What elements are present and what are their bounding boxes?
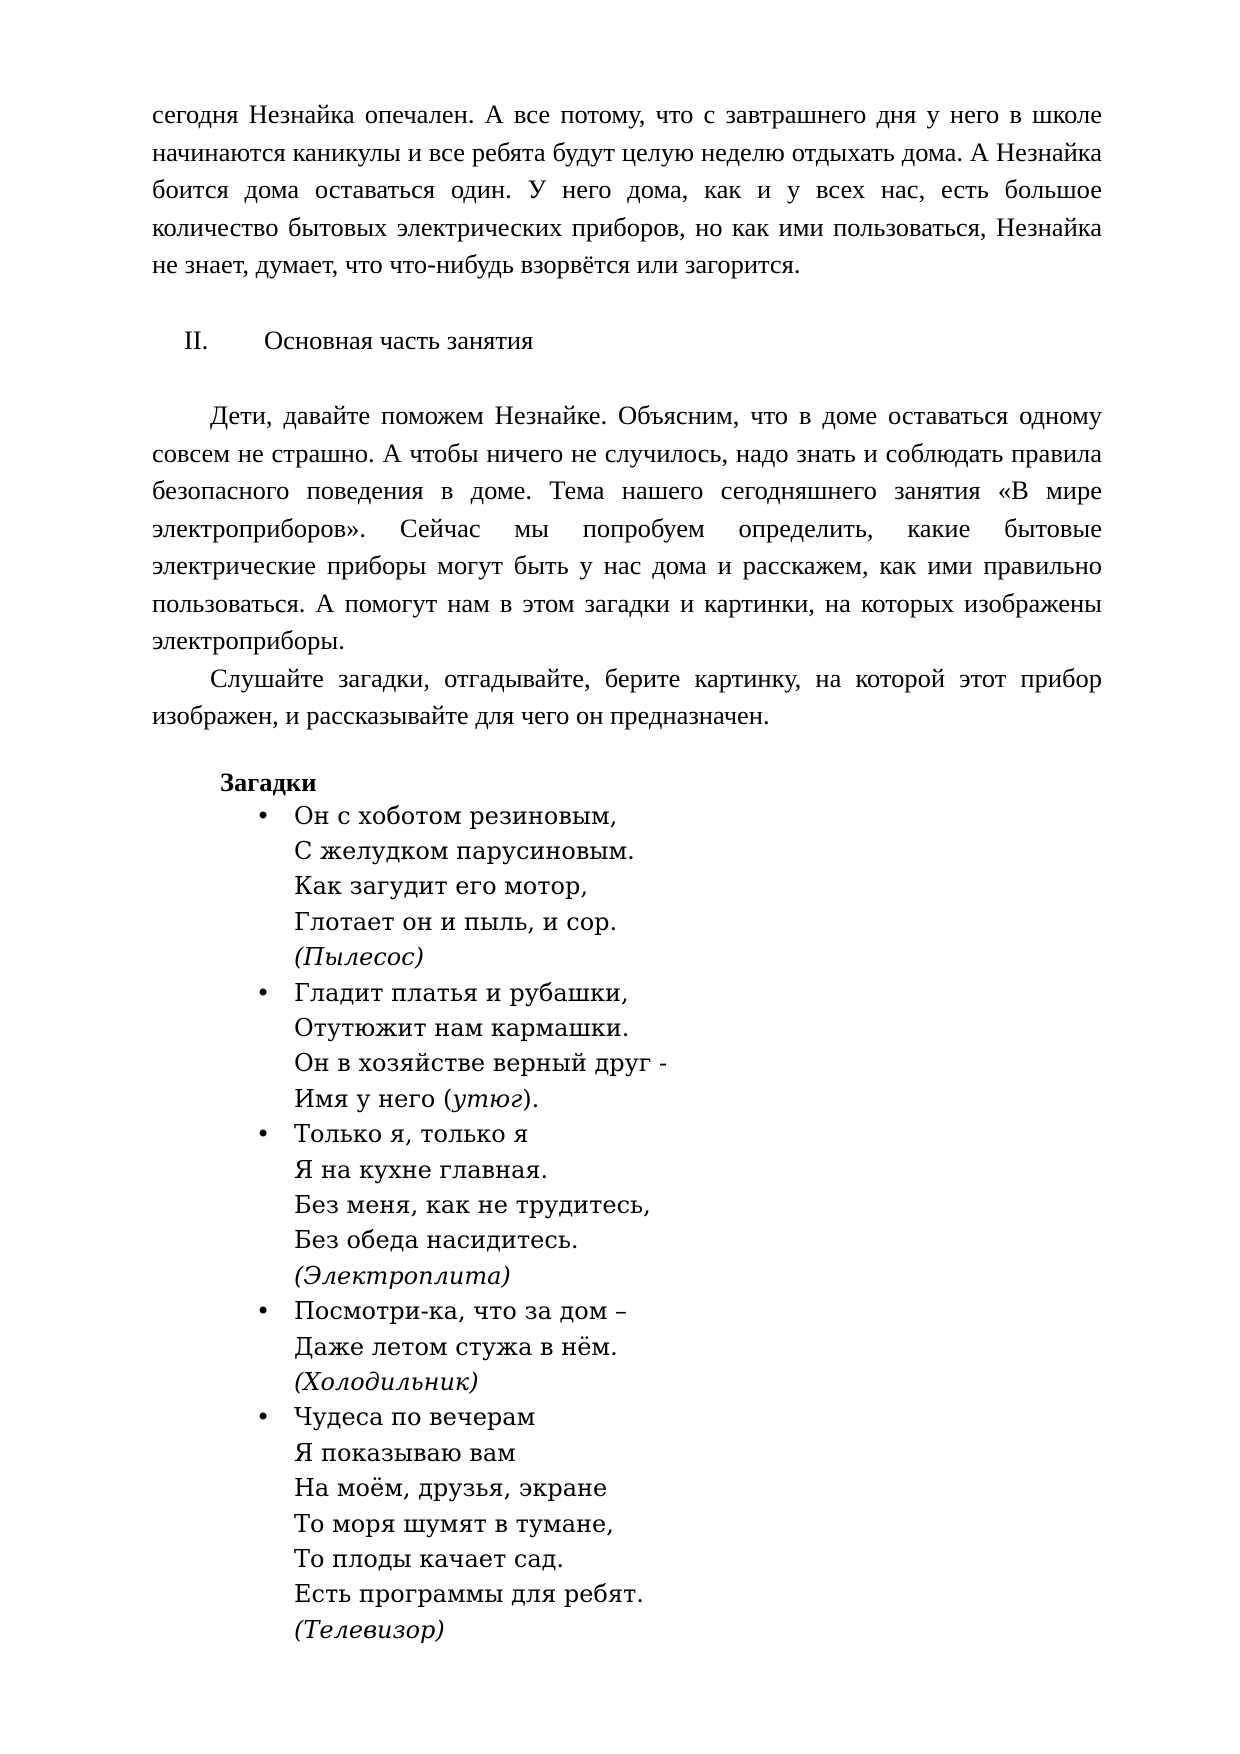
riddle-line: Он с хоботом резиновым,: [294, 801, 618, 830]
paragraph-intro: сегодня Незнайка опечален. А все потому, что с завтрашнего дня у него в школе начинаются каникулы и все ребята будут целую неделю отдыхать дома. А Незнайка боится дома оставаться один. У него дома, как и у всех нас, есть большое количество бытовых электрических приборов, но как ими пользоваться, Незнайка не знает, думает, что что-нибудь взорвётся или загорится.: [152, 99, 1102, 279]
riddles-section-title: Загадки: [220, 766, 317, 797]
section-heading-numeral: II.: [184, 324, 209, 355]
riddle-answer-prefix: (: [294, 943, 304, 972]
paragraph-main-2: Слушайте загадки, отгадывайте, берите картинку, на которой этот прибор изображен, и рассказывайте для чего он предназначен.: [152, 662, 1102, 730]
riddle-answer: [294, 1613, 1102, 1648]
riddle-line: Я на кухне главная.: [294, 1155, 549, 1184]
riddle-line: То моря шумят в тумане,: [294, 1509, 614, 1538]
riddle-answer-suffix: ): [414, 943, 425, 972]
riddle-answer-prefix: (: [294, 1261, 304, 1290]
bullet-icon: •: [256, 978, 271, 1007]
riddle-answer-word: утюг: [452, 1084, 523, 1113]
riddle-line: Он в хозяйстве верный друг -: [294, 1049, 668, 1078]
riddle-answer-word: Пылесос: [303, 943, 415, 972]
spacer: [152, 284, 1102, 322]
bullet-icon: •: [256, 1120, 271, 1149]
riddle-item: [152, 1294, 1102, 1400]
riddle-answer-word: Телевизор: [303, 1615, 436, 1644]
riddle-answer-suffix: ): [501, 1261, 511, 1290]
riddle-item: [152, 1117, 1102, 1294]
riddle-line: Чудеса по вечерам: [294, 1403, 536, 1432]
riddle-line: Отутюжит нам кармашки.: [294, 1013, 630, 1042]
riddle-item: [152, 1400, 1102, 1648]
paragraph-main-1: Дети, давайте поможем Незнайке. Объясним, что в доме оставаться одному совсем не страшно. А чтобы ничего не случилось, надо знать и соблюдать правила безопасного поведения в доме. Тема нашего сегодняшнего занятия «В мире электроприборов». Сейчас мы попробуем определить, какие бытовые электрические приборы могут быть у нас дома и расскажем, как ими правильно пользоваться. А помогут нам в этом загадки и картинки, на которых изображены электроприборы.: [152, 400, 1102, 655]
riddle-line: На моём, друзья, экране: [294, 1474, 608, 1503]
riddle-line: Без обеда насидитесь.: [294, 1226, 579, 1255]
riddle-answer-suffix: ): [469, 1368, 479, 1396]
riddle-line: Я показываю вам: [294, 1438, 516, 1467]
riddle-answer-prefix: Имя у него (: [294, 1084, 453, 1113]
riddle-answer-word: Холодильник: [303, 1368, 470, 1396]
riddle-answer: [294, 1259, 1102, 1294]
page-content: [152, 96, 1102, 1648]
riddle-line: Только я, только я: [294, 1120, 529, 1149]
riddle-line: Глотает он и пыль, и сор.: [294, 907, 618, 936]
riddle-line: Без меня, как не трудитесь,: [294, 1190, 651, 1219]
bullet-icon: •: [256, 801, 271, 830]
riddle-line: Посмотри-ка, что за дом –: [294, 1297, 628, 1326]
section-heading-text: Основная часть занятия: [264, 324, 534, 355]
riddle-answer: [294, 1082, 1102, 1117]
riddle-answer: [294, 940, 1102, 975]
riddle-item: [152, 976, 1102, 1118]
riddle-line: Гладит платья и рубашки,: [294, 978, 629, 1007]
riddle-line: Как загудит его мотор,: [294, 872, 588, 901]
riddle-answer-prefix: (: [294, 1368, 304, 1396]
bullet-icon: •: [256, 1403, 271, 1432]
riddle-item: [152, 799, 1102, 976]
riddle-answer-prefix: (: [294, 1615, 304, 1644]
spacer: [152, 359, 1102, 397]
riddle-answer-suffix: ).: [522, 1084, 540, 1113]
riddle-line: То плоды качает сад.: [294, 1545, 565, 1574]
riddle-line: Даже летом стужа в нём.: [294, 1332, 618, 1361]
riddle-answer-suffix: ): [435, 1615, 445, 1644]
riddle-line: С желудком парусиновым.: [294, 836, 635, 865]
spacer: [152, 735, 1102, 765]
riddle-list: [152, 799, 1102, 1649]
riddle-line: Есть программы для ребят.: [294, 1580, 644, 1609]
riddle-answer: [294, 1365, 1102, 1400]
bullet-icon: •: [256, 1297, 271, 1326]
riddle-answer-word: Электроплита: [303, 1261, 502, 1290]
section-heading: [152, 322, 1102, 360]
